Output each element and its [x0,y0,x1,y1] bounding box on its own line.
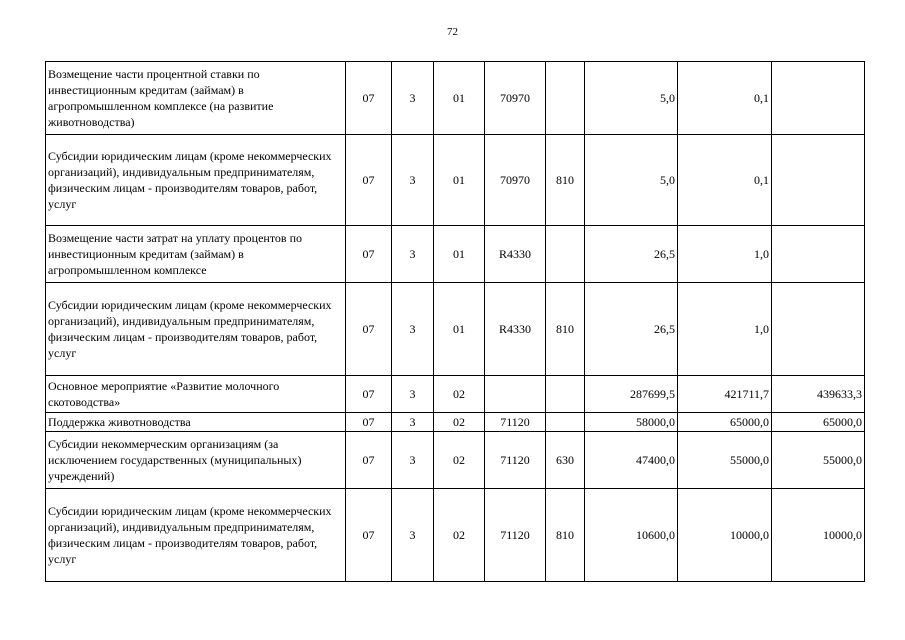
code-cell: 3 [392,226,434,283]
value-cell: 10000,0 [678,489,772,582]
code-cell: 630 [546,432,585,489]
value-cell: 1,0 [678,283,772,376]
value-cell [772,62,865,135]
table-row [46,283,865,376]
code-cell: 07 [346,226,392,283]
code-cell: R4330 [485,226,546,283]
code-cell: 02 [434,489,485,582]
code-cell: 70970 [485,135,546,226]
code-cell: 02 [434,376,485,413]
value-cell: 55000,0 [678,432,772,489]
code-cell: 810 [546,489,585,582]
code-cell [546,413,585,432]
code-cell: 3 [392,376,434,413]
code-cell: 810 [546,135,585,226]
code-cell: 02 [434,413,485,432]
code-cell: 01 [434,62,485,135]
code-cell: 3 [392,135,434,226]
table-row [46,376,865,413]
code-cell: 01 [434,226,485,283]
table-row [46,62,865,135]
value-cell: 287699,5 [585,376,678,413]
value-cell: 58000,0 [585,413,678,432]
code-cell [485,376,546,413]
value-cell: 55000,0 [772,432,865,489]
row-name-cell: Возмещение части затрат на уплату процентов по инвестиционным кредитам (займам) в агропромышленном комплексе [46,226,346,283]
value-cell: 65000,0 [678,413,772,432]
code-cell: 01 [434,135,485,226]
code-cell: 3 [392,413,434,432]
value-cell: 0,1 [678,135,772,226]
code-cell: 71120 [485,432,546,489]
value-cell [772,226,865,283]
value-cell: 5,0 [585,62,678,135]
table-row [46,226,865,283]
value-cell: 10600,0 [585,489,678,582]
row-name-cell: Основное мероприятие «Развитие молочного скотоводства» [46,376,346,413]
code-cell: 07 [346,62,392,135]
code-cell: 07 [346,432,392,489]
table-row [46,135,865,226]
row-name-cell: Субсидии юридическим лицам (кроме некоммерческих организаций), индивидуальным предпринимателям, физическим лицам - производителям товаров, работ, услуг [46,283,346,376]
code-cell: 70970 [485,62,546,135]
value-cell: 439633,3 [772,376,865,413]
table-row [46,489,865,582]
budget-table [45,61,865,582]
code-cell: 02 [434,432,485,489]
row-name-cell: Субсидии юридическим лицам (кроме некоммерческих организаций), индивидуальным предпринимателям, физическим лицам - производителям товаров, работ, услуг [46,489,346,582]
row-name-cell: Субсидии некоммерческим организациям (за исключением государственных (муниципальных) учреждений) [46,432,346,489]
table-row [46,432,865,489]
code-cell [546,62,585,135]
page-number: 72 [447,26,458,38]
code-cell: 07 [346,413,392,432]
code-cell: 71120 [485,413,546,432]
code-cell: 07 [346,489,392,582]
value-cell: 26,5 [585,283,678,376]
value-cell: 0,1 [678,62,772,135]
value-cell: 421711,7 [678,376,772,413]
code-cell [546,226,585,283]
value-cell: 47400,0 [585,432,678,489]
row-name-cell: Поддержка животноводства [46,413,346,432]
code-cell [546,376,585,413]
code-cell: 3 [392,283,434,376]
value-cell: 10000,0 [772,489,865,582]
value-cell: 65000,0 [772,413,865,432]
code-cell: R4330 [485,283,546,376]
value-cell: 1,0 [678,226,772,283]
code-cell: 07 [346,283,392,376]
row-name-cell: Возмещение части процентной ставки по инвестиционным кредитам (займам) в агропромышленном комплексе (на развитие животноводства) [46,62,346,135]
code-cell: 810 [546,283,585,376]
value-cell [772,283,865,376]
code-cell: 3 [392,62,434,135]
code-cell: 71120 [485,489,546,582]
table-row [46,413,865,432]
value-cell [772,135,865,226]
code-cell: 01 [434,283,485,376]
code-cell: 3 [392,432,434,489]
value-cell: 5,0 [585,135,678,226]
code-cell: 3 [392,489,434,582]
value-cell: 26,5 [585,226,678,283]
code-cell: 07 [346,135,392,226]
code-cell: 07 [346,376,392,413]
row-name-cell: Субсидии юридическим лицам (кроме некоммерческих организаций), индивидуальным предпринимателям, физическим лицам - производителям товаров, работ, услуг [46,135,346,226]
